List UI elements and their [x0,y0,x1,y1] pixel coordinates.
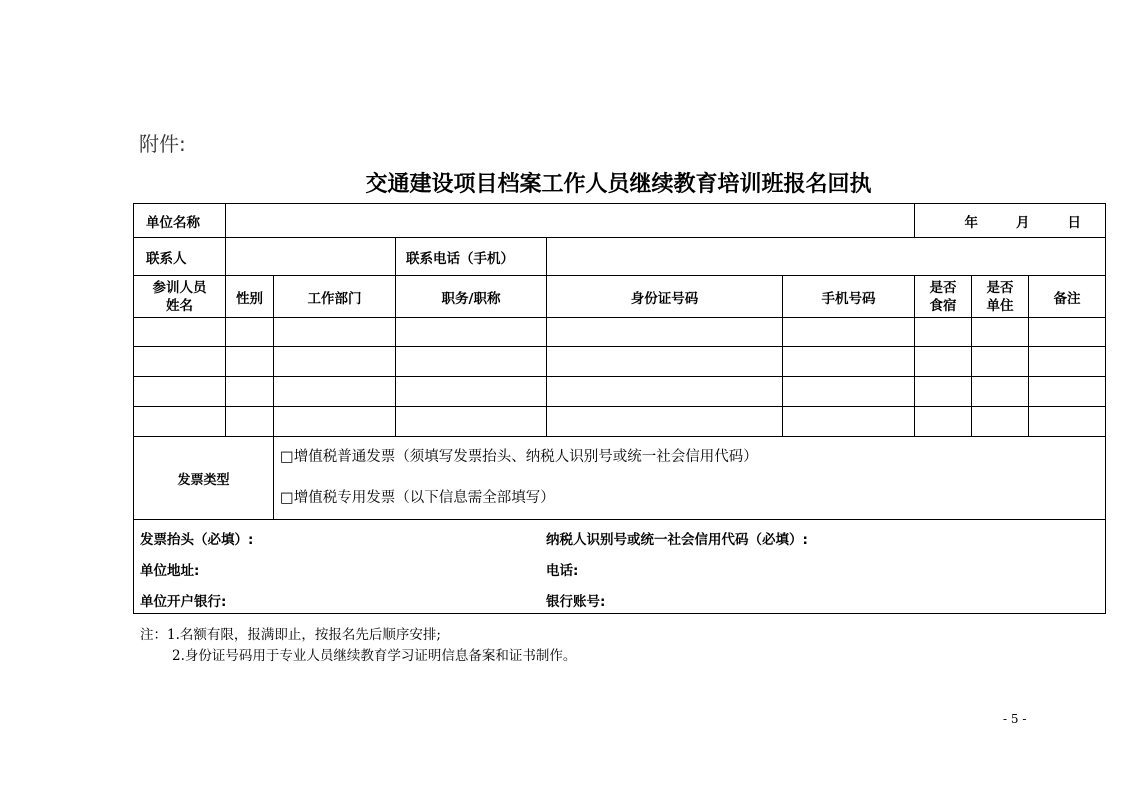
note-1: 注：1.名额有限，报满即止，按报名先后顺序安排; [140,627,441,643]
billing-info-cell [134,520,1106,614]
col-remarks: 备注 [1029,276,1106,318]
document-title: 交通建设项目档案工作人员继续教育培训班报名回执 [365,171,872,197]
contact-person-label: 联系人 [134,238,226,276]
cell-id-number[interactable] [547,347,783,377]
cell-id-number[interactable] [547,318,783,347]
col-gender: 性别 [226,276,274,318]
unit-name-field[interactable] [226,204,915,238]
cell-meals[interactable] [915,377,972,407]
cell-department[interactable] [274,377,396,407]
cell-position[interactable] [396,377,547,407]
registration-form-table [133,203,1106,614]
cell-position[interactable] [396,407,547,437]
attachment-label: 附件: [139,132,186,156]
cell-name[interactable] [134,347,226,377]
cell-mobile[interactable] [783,407,915,437]
cell-gender[interactable] [226,407,274,437]
cell-gender[interactable] [226,347,274,377]
cell-gender[interactable] [226,377,274,407]
cell-position[interactable] [396,318,547,347]
cell-mobile[interactable] [783,377,915,407]
cell-name[interactable] [134,377,226,407]
cell-single-room[interactable] [972,377,1029,407]
notes [140,625,576,667]
billing-info-row [134,520,1106,614]
header-row [134,276,1106,318]
cell-single-room[interactable] [972,347,1029,377]
invoice-option-special[interactable]: □增值税专用发票（以下信息需全部填写） [280,490,555,506]
table-row [134,377,1106,407]
invoice-title-label[interactable]: 发票抬头（必填）: [140,532,254,548]
bank-label[interactable]: 单位开户银行: [140,594,227,610]
cell-single-room[interactable] [972,407,1029,437]
cell-meals[interactable] [915,407,972,437]
unit-address-label[interactable]: 单位地址: [140,563,200,579]
cell-name[interactable] [134,407,226,437]
cell-department[interactable] [274,407,396,437]
contact-phone-field[interactable] [547,238,1106,276]
cell-meals[interactable] [915,347,972,377]
cell-remarks[interactable] [1029,318,1106,347]
cell-meals[interactable] [915,318,972,347]
table-row [134,318,1106,347]
page-number: - 5 - [1003,712,1027,726]
col-single-room: 是否 单住 [972,276,1029,318]
col-trainee-name: 参训人员 姓名 [134,276,226,318]
invoice-type-label: 发票类型 [134,437,274,520]
table-row [134,407,1106,437]
invoice-type-row [134,437,1106,520]
col-position: 职务/职称 [396,276,547,318]
day-label: 日 [1067,214,1082,231]
date-field[interactable] [915,204,1106,238]
col-id-number: 身份证号码 [547,276,783,318]
cell-department[interactable] [274,347,396,377]
taxpayer-id-label[interactable]: 纳税人识别号或统一社会信用代码（必填）: [546,532,808,548]
invoice-options [274,437,1106,520]
cell-single-room[interactable] [972,318,1029,347]
col-mobile: 手机号码 [783,276,915,318]
contact-person-field[interactable] [226,238,396,276]
cell-position[interactable] [396,347,547,377]
cell-mobile[interactable] [783,318,915,347]
col-department: 工作部门 [274,276,396,318]
contact-phone-label: 联系电话（手机） [396,238,547,276]
col-meals: 是否 食宿 [915,276,972,318]
bank-account-label[interactable]: 银行账号: [546,594,606,610]
table-row [134,347,1106,377]
cell-mobile[interactable] [783,347,915,377]
invoice-option-general[interactable]: □增值税普通发票（须填写发票抬头、纳税人识别号或统一社会信用代码） [280,449,758,465]
note-2: 2.身份证号码用于专业人员继续教育学习证明信息备案和证书制作。 [172,648,577,664]
unit-name-label: 单位名称 [134,204,226,238]
month-label: 月 [1016,214,1030,231]
cell-remarks[interactable] [1029,377,1106,407]
cell-remarks[interactable] [1029,407,1106,437]
telephone-label[interactable]: 电话: [546,563,579,579]
cell-id-number[interactable] [547,377,783,407]
cell-department[interactable] [274,318,396,347]
cell-name[interactable] [134,318,226,347]
cell-remarks[interactable] [1029,347,1106,377]
cell-id-number[interactable] [547,407,783,437]
year-label: 年 [964,214,979,231]
unit-name-row [134,204,1106,238]
contact-row [134,238,1106,276]
cell-gender[interactable] [226,318,274,347]
